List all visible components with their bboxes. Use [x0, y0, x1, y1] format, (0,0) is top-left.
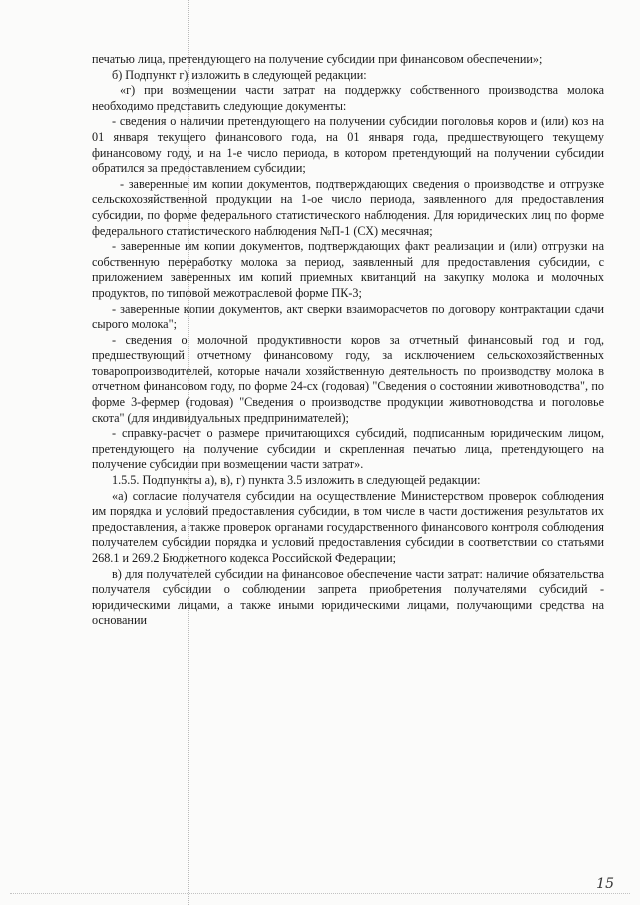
document-body: [92, 52, 604, 629]
paragraph-1: печатью лица, претендующего на получение субсидии при финансовом обеспечении»;: [92, 52, 543, 66]
paragraph-5: - заверенные им копии документов, подтверждающих сведения о производстве и отгрузке сельскохозяйственной продукции на 1-ое число периода, заявленного для предоставления субсидии, по форме федерального статистического наблюдения. Для юридических лиц по форме федерального статистического наблюдения №П-1 (СХ) месячная;: [92, 176, 604, 238]
paragraph-2: б) Подпункт г) изложить в следующей редакции:: [112, 67, 367, 82]
paragraph-6: - заверенные им копии документов, подтверждающих факт реализации и (или) отгрузки на собственную переработку молока за период, заявленный для предоставления субсидии, с приложением заверенных им копий приемных квитанций на закупку молока и молочных продуктов, по типовой межотраслевой форме ПК-3;: [92, 239, 604, 300]
scan-bottom-line: [10, 893, 630, 894]
paragraph-7: - заверенные копии документов, акт сверки взаиморасчетов по договору контрактации сдачи сырого молока";: [92, 301, 604, 332]
paragraph-12: в) для получателей субсидии на финансовое обеспечение части затрат: наличие обязательства получателя субсидии о соблюдении запрета приобретения получателями субсидий - юридическими лицами, а также иными юридическими лицами, получающими средства на основании: [92, 566, 604, 628]
paragraph-4: - сведения о наличии претендующего на получении субсидии поголовья коров и (или) коз на 01 января текущего финансового года, на 01 января года, предшествующего текущему финансовому году, и на 1-е число периода, в котором претендующий на получении субсидии обратился за предоставлением субсидии;: [92, 114, 604, 176]
paragraph-10: 1.5.5. Подпункты а), в), г) пункта 3.5 изложить в следующей редакции:: [112, 473, 481, 488]
paragraph-3: «г) при возмещении части затрат на поддержку собственного производства молока необходимо представить следующие документы:: [92, 83, 604, 113]
paragraph-9: - справку-расчет о размере причитающихся субсидий, подписанным юридическим лицом, претендующего на получение субсидии и скрепленная печатью лица, претендующего на получение субсидии при возмещении части затрат».: [92, 426, 604, 472]
page-number: 15: [596, 876, 614, 892]
paragraph-11: «а) согласие получателя субсидии на осуществление Министерством проверок соблюдения им порядка и условий предоставления субсидии, в том числе в части достижения результатов их предоставления, а также проверок органами государственного финансового контроля соблюдения получателем субсидии порядка и условий предоставления субсидии в соответствии со статьями 268.1 и 269.2 Бюджетного кодекса Российской Федерации;: [92, 488, 604, 565]
paragraph-8: - сведения о молочной продуктивности коров за отчетный финансовый год и год, предшествующий отчетному финансовому году, за исключением сельскохозяйственных товаропроизводителей, которые начали хозяйственную деятельность по производству молока в отчетном финансовом году, по форме 24-сх (годовая) "Сведения о состоянии животноводства", по форме 3-фермер (годовая) "Сведения о производстве продукции животноводства и поголовье скота" (для индивидуальных предпринимателей);: [92, 332, 604, 425]
